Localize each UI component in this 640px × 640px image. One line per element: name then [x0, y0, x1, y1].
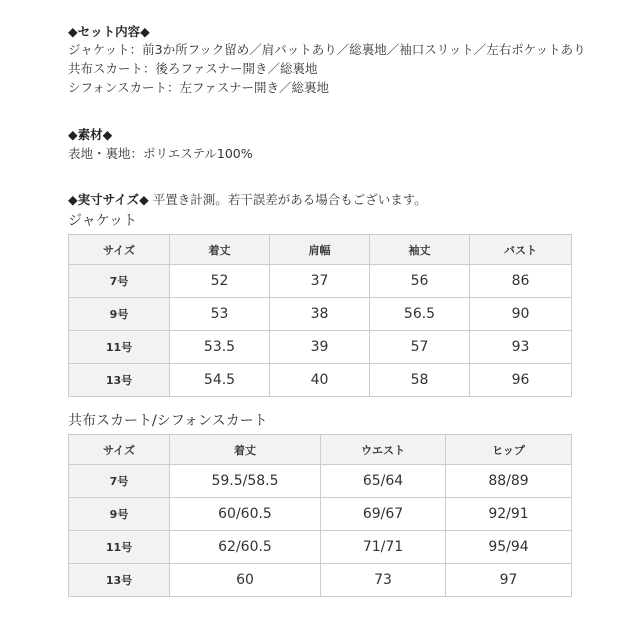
column-header: 着丈: [170, 235, 270, 265]
table-cell: 97: [446, 564, 572, 597]
size-cell: 11号: [69, 331, 170, 364]
set-contents-jacket: ジャケット：前3か所フック留め／肩パットあり／総裏地／袖口スリット／左右ポケットあり: [68, 42, 586, 57]
table-cell: 90: [470, 298, 572, 331]
column-header: ヒップ: [446, 435, 572, 465]
table-cell: 60: [170, 564, 321, 597]
table-cell: 53: [170, 298, 270, 331]
table-cell: 53.5: [170, 331, 270, 364]
table-row: [69, 531, 572, 564]
table-cell: 40: [270, 364, 370, 397]
table-cell: 69/67: [321, 498, 446, 531]
table-cell: 58: [370, 364, 470, 397]
table-cell: 62/60.5: [170, 531, 321, 564]
table-cell: 56.5: [370, 298, 470, 331]
table-cell: 86: [470, 265, 572, 298]
column-header: バスト: [470, 235, 572, 265]
table-cell: 93: [470, 331, 572, 364]
actual-size-heading: ◆実寸サイズ◆: [68, 192, 149, 207]
size-cell: 9号: [69, 498, 170, 531]
table-cell: 39: [270, 331, 370, 364]
column-header: ウエスト: [321, 435, 446, 465]
table-cell: 95/94: [446, 531, 572, 564]
table-cell: 59.5/58.5: [170, 465, 321, 498]
table-row: [69, 331, 572, 364]
table-row: [69, 265, 572, 298]
table-cell: 37: [270, 265, 370, 298]
table-cell: 60/60.5: [170, 498, 321, 531]
table-cell: 96: [470, 364, 572, 397]
table-cell: 73: [321, 564, 446, 597]
table-row: [69, 465, 572, 498]
column-header: サイズ: [69, 235, 170, 265]
size-cell: 13号: [69, 564, 170, 597]
table-cell: 65/64: [321, 465, 446, 498]
set-contents-chiffon-skirt: シフォンスカート：左ファスナー開き／総裏地: [68, 80, 330, 95]
table-row: [69, 364, 572, 397]
actual-size-note: 平置き計測。若干誤差がある場合もございます。: [148, 192, 427, 207]
table-row: [69, 298, 572, 331]
table-row: [69, 564, 572, 597]
size-cell: 11号: [69, 531, 170, 564]
table-cell: 71/71: [321, 531, 446, 564]
table-cell: 54.5: [170, 364, 270, 397]
skirt-size-table: [68, 434, 572, 597]
table-header-row: [69, 435, 572, 465]
column-header: サイズ: [69, 435, 170, 465]
size-cell: 7号: [69, 265, 170, 298]
table-cell: 52: [170, 265, 270, 298]
skirt-table-title: 共布スカート/シフォンスカート: [68, 413, 268, 429]
table-cell: 88/89: [446, 465, 572, 498]
table-cell: 38: [270, 298, 370, 331]
set-contents-heading: ◆セット内容◆: [68, 24, 150, 39]
column-header: 着丈: [170, 435, 321, 465]
actual-size-heading-line: [68, 192, 427, 208]
table-cell: 92/91: [446, 498, 572, 531]
size-cell: 7号: [69, 465, 170, 498]
size-cell: 13号: [69, 364, 170, 397]
material-heading: ◆素材◆: [68, 127, 113, 142]
column-header: 袖丈: [370, 235, 470, 265]
column-header: 肩幅: [270, 235, 370, 265]
jacket-size-table: [68, 234, 572, 397]
table-row: [69, 498, 572, 531]
jacket-table-title: ジャケット: [68, 213, 138, 229]
set-contents-skirt: 共布スカート：後ろファスナー開き／総裏地: [68, 61, 318, 76]
table-header-row: [69, 235, 572, 265]
size-cell: 9号: [69, 298, 170, 331]
material-line: 表地・裏地：ポリエステル100%: [68, 146, 253, 161]
table-cell: 56: [370, 265, 470, 298]
table-cell: 57: [370, 331, 470, 364]
